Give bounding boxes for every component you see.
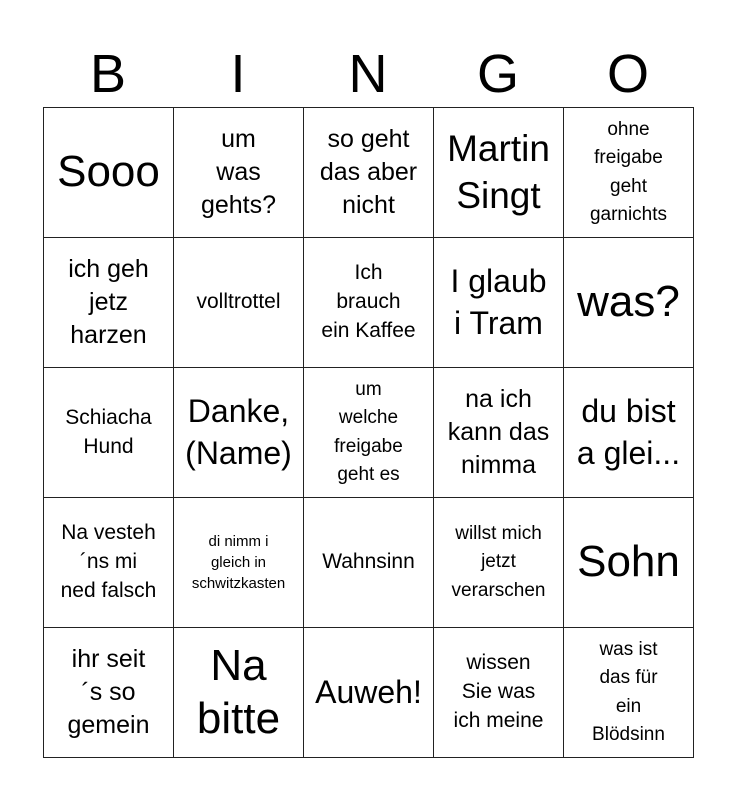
cell-text: um welche freigabe geht es <box>334 379 403 485</box>
bingo-cell-r4-c4[interactable] <box>564 628 694 758</box>
bingo-cell-r2-c2[interactable] <box>304 368 434 498</box>
cell-text: um was gehts? <box>200 125 277 219</box>
header-letter-n: N <box>348 44 388 104</box>
cell-text: ohne freigabe geht garnichts <box>589 119 668 225</box>
header-letter-g: G <box>476 44 519 104</box>
bingo-board <box>43 107 694 758</box>
cell-text: willst mich jetzt verarschen <box>451 523 546 601</box>
bingo-cell-r3-c0[interactable] <box>44 498 174 628</box>
bingo-cell-r2-c4[interactable] <box>564 368 694 498</box>
bingo-cell-r4-c3[interactable] <box>434 628 564 758</box>
cell-text: Wahnsinn <box>322 550 415 574</box>
bingo-cell-r3-c1[interactable] <box>174 498 304 628</box>
bingo-cell-r0-c1[interactable] <box>174 108 304 238</box>
cell-text: volltrottel <box>196 290 281 314</box>
cell-text: du bist a glei... <box>576 392 681 471</box>
cell-text: wissen Sie was ich meine <box>453 651 544 732</box>
bingo-cell-r1-c0[interactable] <box>44 238 174 368</box>
bingo-header <box>43 40 693 108</box>
bingo-cell-r1-c1[interactable] <box>174 238 304 368</box>
cell-text: Schiacha Hund <box>65 405 152 458</box>
cell-text: I glaub i Tram <box>450 262 547 341</box>
cell-text: was? <box>577 277 680 327</box>
header-letter-b: B <box>89 44 127 104</box>
cell-text: Na vesteh ´ns mi ned falsch <box>60 521 157 602</box>
bingo-cell-r1-c3[interactable] <box>434 238 564 368</box>
cell-text: so geht das aber nicht <box>319 125 418 219</box>
bingo-cell-r1-c2[interactable] <box>304 238 434 368</box>
bingo-cell-r2-c0[interactable] <box>44 368 174 498</box>
bingo-cell-r0-c3[interactable] <box>434 108 564 238</box>
cell-text: Danke, (Name) <box>185 392 292 471</box>
cell-text: na ich kann das nimma <box>447 385 550 479</box>
bingo-cell-r0-c2[interactable] <box>304 108 434 238</box>
cell-text: Na bitte <box>196 640 281 743</box>
cell-text: Ich brauch ein Kaffee <box>321 261 416 342</box>
cell-text: di nimm i gleich in schwitzkasten <box>191 532 286 593</box>
bingo-cell-r3-c2[interactable] <box>304 498 434 628</box>
cell-text: Auweh! <box>315 673 422 710</box>
cell-text: Sooo <box>57 147 160 197</box>
bingo-cell-r2-c3[interactable] <box>434 368 564 498</box>
bingo-cell-r3-c4[interactable] <box>564 498 694 628</box>
cell-text: ihr seit ´s so gemein <box>67 645 150 739</box>
cell-text: ich geh jetz harzen <box>68 255 149 349</box>
bingo-cell-r4-c0[interactable] <box>44 628 174 758</box>
bingo-cell-r4-c1[interactable] <box>174 628 304 758</box>
bingo-cell-r0-c4[interactable] <box>564 108 694 238</box>
bingo-cell-r4-c2[interactable] <box>304 628 434 758</box>
cell-text: Martin Singt <box>447 128 550 216</box>
header-letter-i: I <box>230 44 246 104</box>
cell-text: was ist das für ein Blödsinn <box>592 639 665 745</box>
header-letter-o: O <box>606 44 649 104</box>
bingo-cell-r0-c0[interactable] <box>44 108 174 238</box>
bingo-cell-r1-c4[interactable] <box>564 238 694 368</box>
bingo-cell-r3-c3[interactable] <box>434 498 564 628</box>
bingo-cell-r2-c1[interactable] <box>174 368 304 498</box>
cell-text: Sohn <box>577 537 680 587</box>
